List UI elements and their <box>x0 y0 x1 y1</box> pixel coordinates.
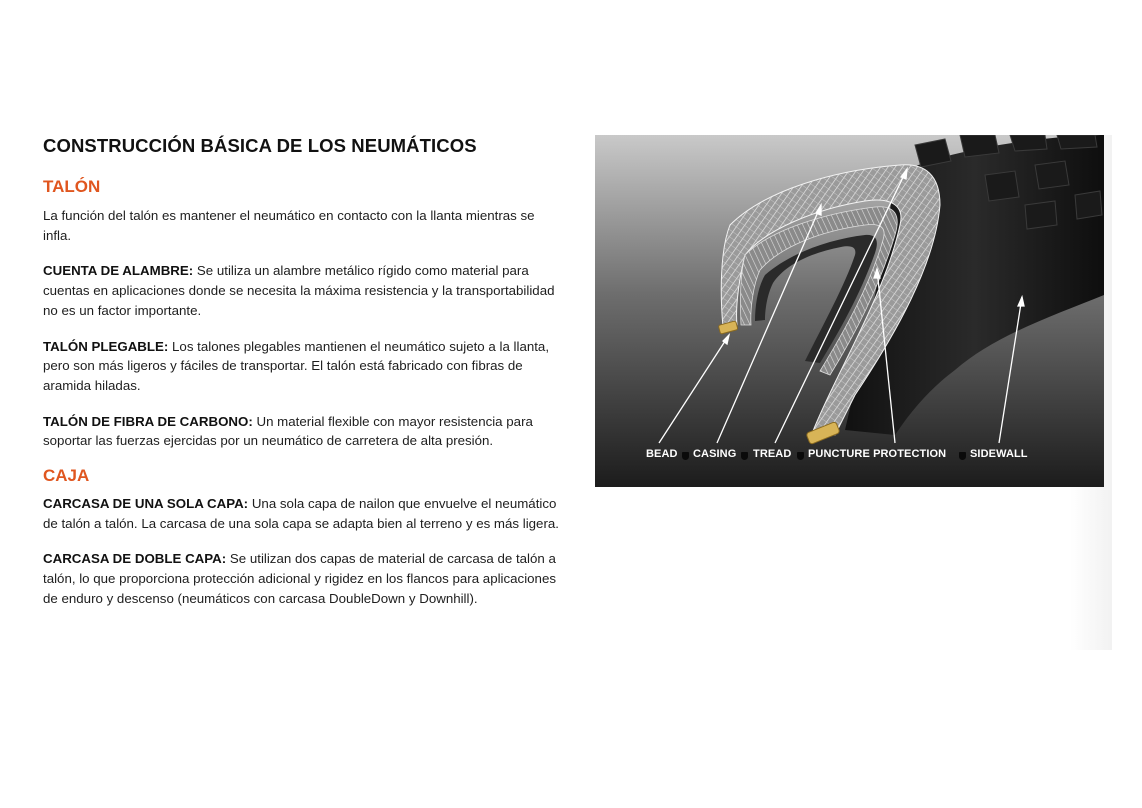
page-title: CONSTRUCCIÓN BÁSICA DE LOS NEUMÁTICOS <box>43 135 477 156</box>
term-label: CARCASA DE UNA SOLA CAPA: <box>43 496 249 512</box>
talon-intro-paragraph <box>43 206 563 245</box>
label-puncture-protection: PUNCTURE PROTECTION <box>808 448 947 460</box>
paragraph-text: Un material flexible con mayor resistencia para soportar las fuerzas ejercidas por un neumático de carretera de alta presión. <box>43 413 533 449</box>
single-ply-paragraph <box>43 494 563 533</box>
double-ply-paragraph <box>43 549 563 608</box>
paragraph-text: Se utilizan dos capas de material de carcasa de talón a talón, lo que proporciona protección adicional y rigidez en los flancos para aplicaciones de enduro y descenso (neumáticos con carcasa DoubleDown y Downhill). <box>43 551 556 606</box>
label-bead: BEAD <box>646 448 678 460</box>
label-sidewall: SIDEWALL <box>970 448 1028 460</box>
paragraph-text: La función del talón es mantener el neumático en contacto con la llanta mientras se infla. <box>43 208 535 243</box>
term-label: TALÓN DE FIBRA DE CARBONO: <box>43 413 253 429</box>
tire-illustration <box>595 135 1104 487</box>
section-heading-caja: CAJA <box>43 466 90 486</box>
tire-cross-section-image <box>595 135 1104 487</box>
paragraph-text: Se utiliza un alambre metálico rígido como material para cuentas en aplicaciones donde se necesita la máxima resistencia y la transportabilidad no es un factor importante. <box>43 263 555 318</box>
separator-icon <box>741 452 748 460</box>
separator-icon <box>682 452 689 460</box>
paragraph-text: Los talones plegables mantienen el neumático sujeto a la llanta, pero son más ligeros y fáciles de transportar. El talón está fabricado con fibras de aramida hiladas. <box>43 338 550 393</box>
paragraph-text: Una sola capa de nailon que envuelve el neumático de talón a talón. La carcasa de una sola capa se adapta bien al terreno y es más ligera. <box>43 496 559 531</box>
separator-icon <box>959 452 966 460</box>
carbon-bead-paragraph <box>43 412 563 451</box>
separator-icon <box>797 452 804 460</box>
term-label: CARCASA DE DOBLE CAPA: <box>43 551 227 567</box>
folding-bead-paragraph <box>43 337 563 396</box>
tire-construction-text <box>43 134 563 609</box>
label-tread: TREAD <box>753 448 792 460</box>
section-heading-talon: TALÓN <box>43 177 101 196</box>
wire-bead-paragraph <box>43 261 563 320</box>
term-label: CUENTA DE ALAMBRE: <box>43 263 194 279</box>
term-label: TALÓN PLEGABLE: <box>43 338 169 354</box>
label-casing: CASING <box>693 448 737 460</box>
